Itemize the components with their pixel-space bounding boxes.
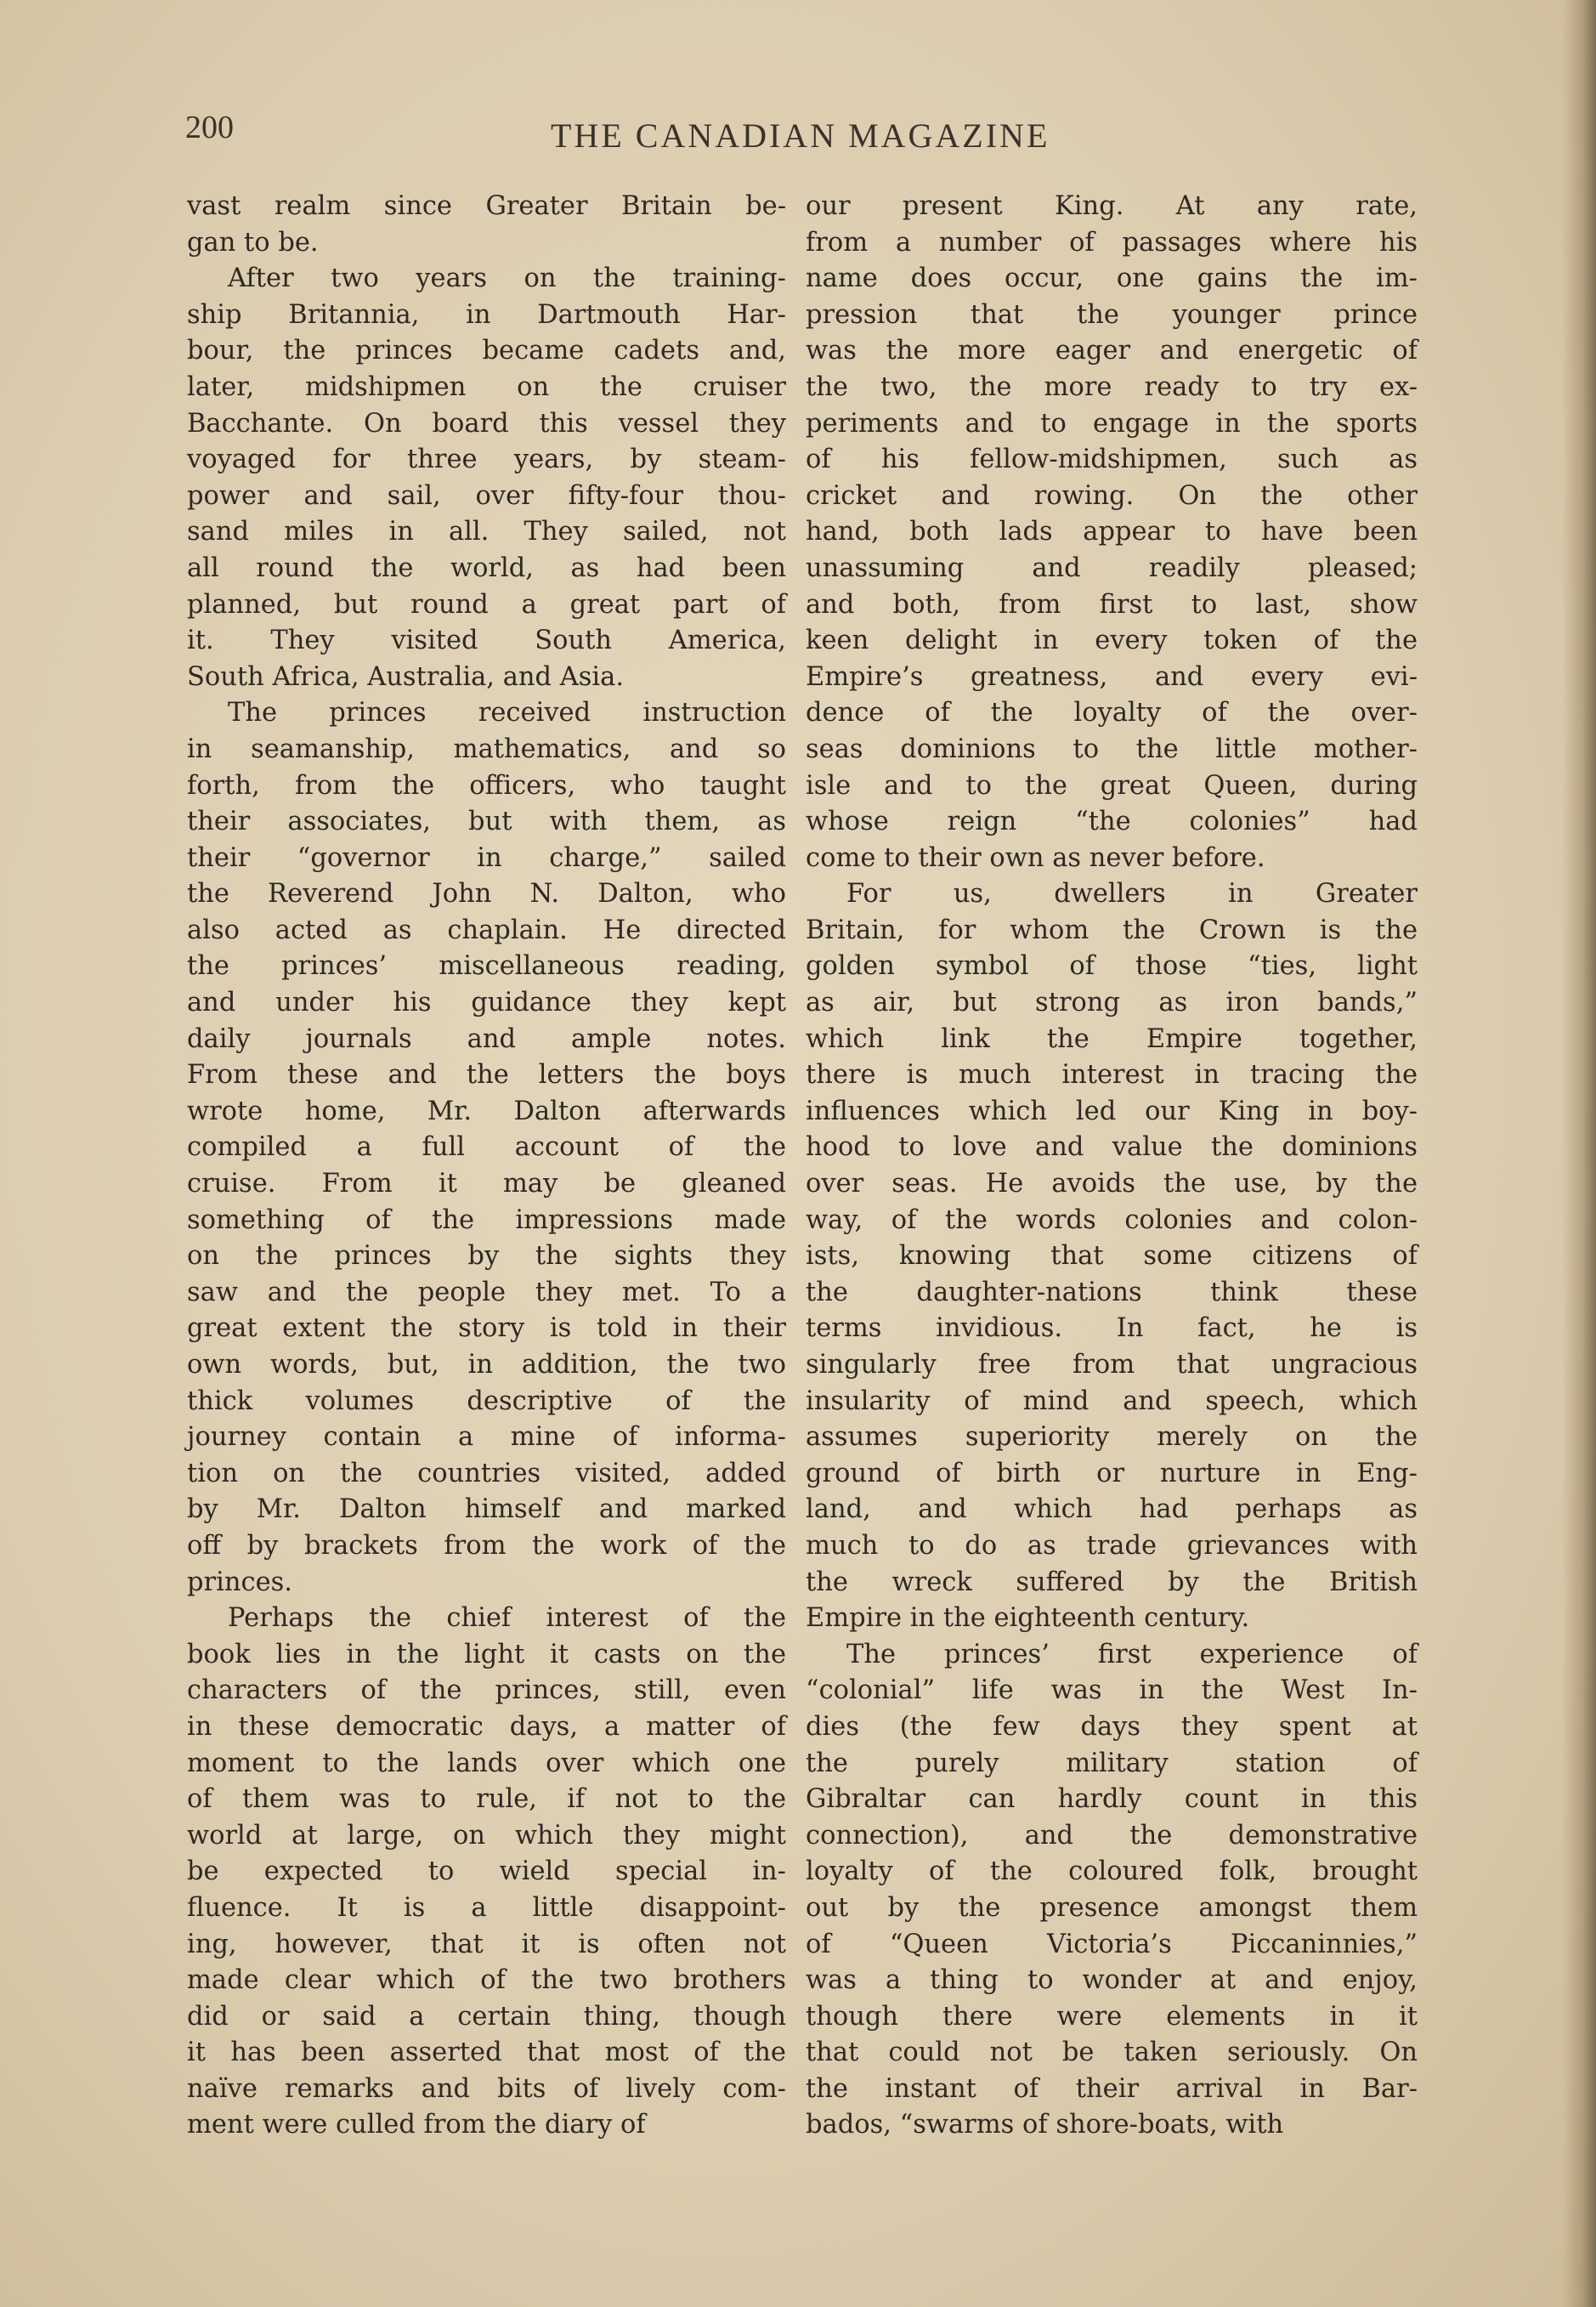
- text-line: was a thing to wonder at and enjoy,: [806, 1965, 1418, 1996]
- text-line: insularity of mind and speech, which: [806, 1386, 1418, 1416]
- text-line: characters of the princes, still, even: [187, 1675, 786, 1706]
- text-line: cricket and rowing. On the other: [806, 480, 1418, 511]
- text-line: way, of the words colonies and colon-: [806, 1205, 1418, 1235]
- text-line: isle and to the great Queen, during: [806, 770, 1418, 801]
- text-line: come to their own as never before.: [806, 842, 1265, 873]
- text-line: forth, from the officers, who taught: [187, 770, 786, 801]
- text-line: did or said a certain thing, though: [187, 2001, 786, 2032]
- text-line: “colonial” life was in the West In-: [806, 1675, 1418, 1706]
- text-line: which link the Empire together,: [806, 1023, 1418, 1054]
- text-line: voyaged for three years, by steam-: [187, 445, 786, 475]
- text-line: our present King. At any rate,: [806, 191, 1418, 221]
- left-text-column: [187, 189, 786, 2144]
- text-line: as air, but strong as iron bands,”: [806, 988, 1418, 1018]
- text-line: dence of the loyalty of the over-: [806, 698, 1418, 728]
- text-line: all round the world, as had been: [187, 553, 786, 583]
- text-line: though there were elements in it: [806, 2001, 1418, 2032]
- text-line: For us, dwellers in Greater: [846, 879, 1418, 910]
- text-line: keen delight in every token of the: [806, 626, 1418, 656]
- text-line: of “Queen Victoria’s Piccaninnies,”: [806, 1929, 1418, 1959]
- text-line: princes.: [187, 1567, 292, 1597]
- text-line: the princes’ miscellaneous reading,: [187, 951, 786, 982]
- text-line: From these and the letters the boys: [187, 1060, 786, 1091]
- text-line: on the princes by the sights they: [187, 1241, 786, 1272]
- text-line: ship Britannia, in Dartmouth Har-: [187, 299, 786, 330]
- text-line: power and sail, over fifty-four thou-: [187, 480, 786, 511]
- text-line: their “governor in charge,” sailed: [187, 842, 786, 873]
- text-line: sand miles in all. They sailed, not: [187, 517, 786, 547]
- text-line: The princes received instruction: [228, 698, 786, 728]
- text-line: the instant of their arrival in Bar-: [806, 2073, 1418, 2104]
- text-line: moment to the lands over which one: [187, 1748, 786, 1778]
- text-line: influences which led our King in boy-: [806, 1096, 1418, 1126]
- text-line: naïve remarks and bits of lively com-: [187, 2073, 786, 2104]
- text-line: in seamanship, mathematics, and so: [187, 734, 786, 764]
- text-line: the wreck suffered by the British: [806, 1567, 1418, 1597]
- text-line: of his fellow-midshipmen, such as: [806, 445, 1418, 475]
- text-line: it. They visited South America,: [187, 626, 786, 656]
- text-line: cruise. From it may be gleaned: [187, 1169, 786, 1199]
- text-line: vast realm since Greater Britain be-: [187, 191, 786, 221]
- text-line: compiled a full account of the: [187, 1132, 786, 1163]
- text-line: book lies in the light it casts on the: [187, 1639, 786, 1669]
- text-line: pression that the younger prince: [806, 299, 1418, 330]
- text-line: also acted as chaplain. He directed: [187, 915, 786, 945]
- page-number: 200: [185, 110, 234, 145]
- text-line: and both, from first to last, show: [806, 589, 1418, 620]
- text-line: golden symbol of those “ties, light: [806, 951, 1418, 982]
- page-header: [185, 109, 1426, 160]
- text-line: bour, the princes became cadets and,: [187, 336, 786, 366]
- text-line: by Mr. Dalton himself and marked: [187, 1494, 786, 1525]
- text-line: the daughter-nations think these: [806, 1277, 1418, 1307]
- text-line: periments and to engage in the sports: [806, 408, 1418, 439]
- text-line: journey contain a mine of informa-: [187, 1422, 786, 1453]
- text-line: hood to love and value the dominions: [806, 1132, 1418, 1163]
- text-line: be expected to wield special in-: [187, 1856, 786, 1887]
- text-line: land, and which had perhaps as: [806, 1494, 1418, 1525]
- text-line: singularly free from that ungracious: [806, 1350, 1418, 1380]
- text-line: in these democratic days, a matter of: [187, 1711, 786, 1742]
- page-spine-shadow: [1562, 0, 1596, 2307]
- text-line: much to do as trade grievances with: [806, 1530, 1418, 1561]
- text-line: saw and the people they met. To a: [187, 1277, 786, 1307]
- text-line: unassuming and readily pleased;: [806, 553, 1418, 583]
- text-line: South Africa, Australia, and Asia.: [187, 661, 625, 692]
- text-line: loyalty of the coloured folk, brought: [806, 1856, 1418, 1887]
- text-line: fluence. It is a little disappoint-: [187, 1892, 786, 1923]
- text-line: dies (the few days they spent at: [806, 1711, 1418, 1742]
- text-line: was the more eager and energetic of: [806, 336, 1418, 366]
- text-line: Gibraltar can hardly count in this: [806, 1784, 1418, 1815]
- text-line: from a number of passages where his: [806, 227, 1418, 258]
- text-line: there is much interest in tracing the: [806, 1060, 1418, 1091]
- text-line: ists, knowing that some citizens of: [806, 1241, 1418, 1272]
- text-line: terms invidious. In fact, he is: [806, 1313, 1418, 1344]
- text-line: whose reign “the colonies” had: [806, 807, 1418, 837]
- text-line: bados, “swarms of shore-boats, with: [806, 2110, 1284, 2140]
- text-line: own words, but, in addition, the two: [187, 1350, 786, 1380]
- text-line: hand, both lads appear to have been: [806, 517, 1418, 547]
- text-line: ment were culled from the diary of: [187, 2110, 646, 2140]
- text-line: Britain, for whom the Crown is the: [806, 915, 1418, 945]
- text-line: ground of birth or nurture in Eng-: [806, 1458, 1418, 1488]
- text-line: assumes superiority merely on the: [806, 1422, 1418, 1453]
- text-line: thick volumes descriptive of the: [187, 1386, 786, 1416]
- text-line: name does occur, one gains the im-: [806, 264, 1418, 294]
- text-line: gan to be.: [187, 227, 319, 258]
- text-line: The princes’ first experience of: [846, 1639, 1418, 1669]
- text-line: out by the presence amongst them: [806, 1892, 1418, 1923]
- text-line: connection), and the demonstrative: [806, 1820, 1418, 1851]
- text-line: daily journals and ample notes.: [187, 1023, 786, 1054]
- text-line: the two, the more ready to try ex-: [806, 371, 1418, 402]
- right-text-column: [806, 189, 1418, 2144]
- text-line: After two years on the training-: [228, 264, 786, 294]
- text-line: and under his guidance they kept: [187, 988, 786, 1018]
- text-line: seas dominions to the little mother-: [806, 734, 1418, 764]
- text-line: their associates, but with them, as: [187, 807, 786, 837]
- text-line: over seas. He avoids the use, by the: [806, 1169, 1418, 1199]
- text-line: Empire’s greatness, and every evi-: [806, 661, 1418, 692]
- text-line: great extent the story is told in their: [187, 1313, 786, 1344]
- text-line: Perhaps the chief interest of the: [228, 1603, 786, 1634]
- text-line: tion on the countries visited, added: [187, 1458, 786, 1488]
- text-line: later, midshipmen on the cruiser: [187, 371, 786, 402]
- text-line: something of the impressions made: [187, 1205, 786, 1235]
- text-line: world at large, on which they might: [187, 1820, 786, 1851]
- running-title: THE CANADIAN MAGAZINE: [551, 116, 1050, 155]
- text-line: it has been asserted that most of the: [187, 2038, 786, 2068]
- text-line: of them was to rule, if not to the: [187, 1784, 786, 1815]
- text-line: the purely military station of: [806, 1748, 1418, 1778]
- text-line: ing, however, that it is often not: [187, 1929, 786, 1959]
- text-line: planned, but round a great part of: [187, 589, 786, 620]
- text-line: that could not be taken seriously. On: [806, 2038, 1418, 2068]
- text-line: Bacchante. On board this vessel they: [187, 408, 786, 439]
- text-line: off by brackets from the work of the: [187, 1530, 786, 1561]
- text-line: wrote home, Mr. Dalton afterwards: [187, 1096, 786, 1126]
- text-line: Empire in the eighteenth century.: [806, 1603, 1250, 1634]
- text-line: made clear which of the two brothers: [187, 1965, 786, 1996]
- text-line: the Reverend John N. Dalton, who: [187, 879, 786, 910]
